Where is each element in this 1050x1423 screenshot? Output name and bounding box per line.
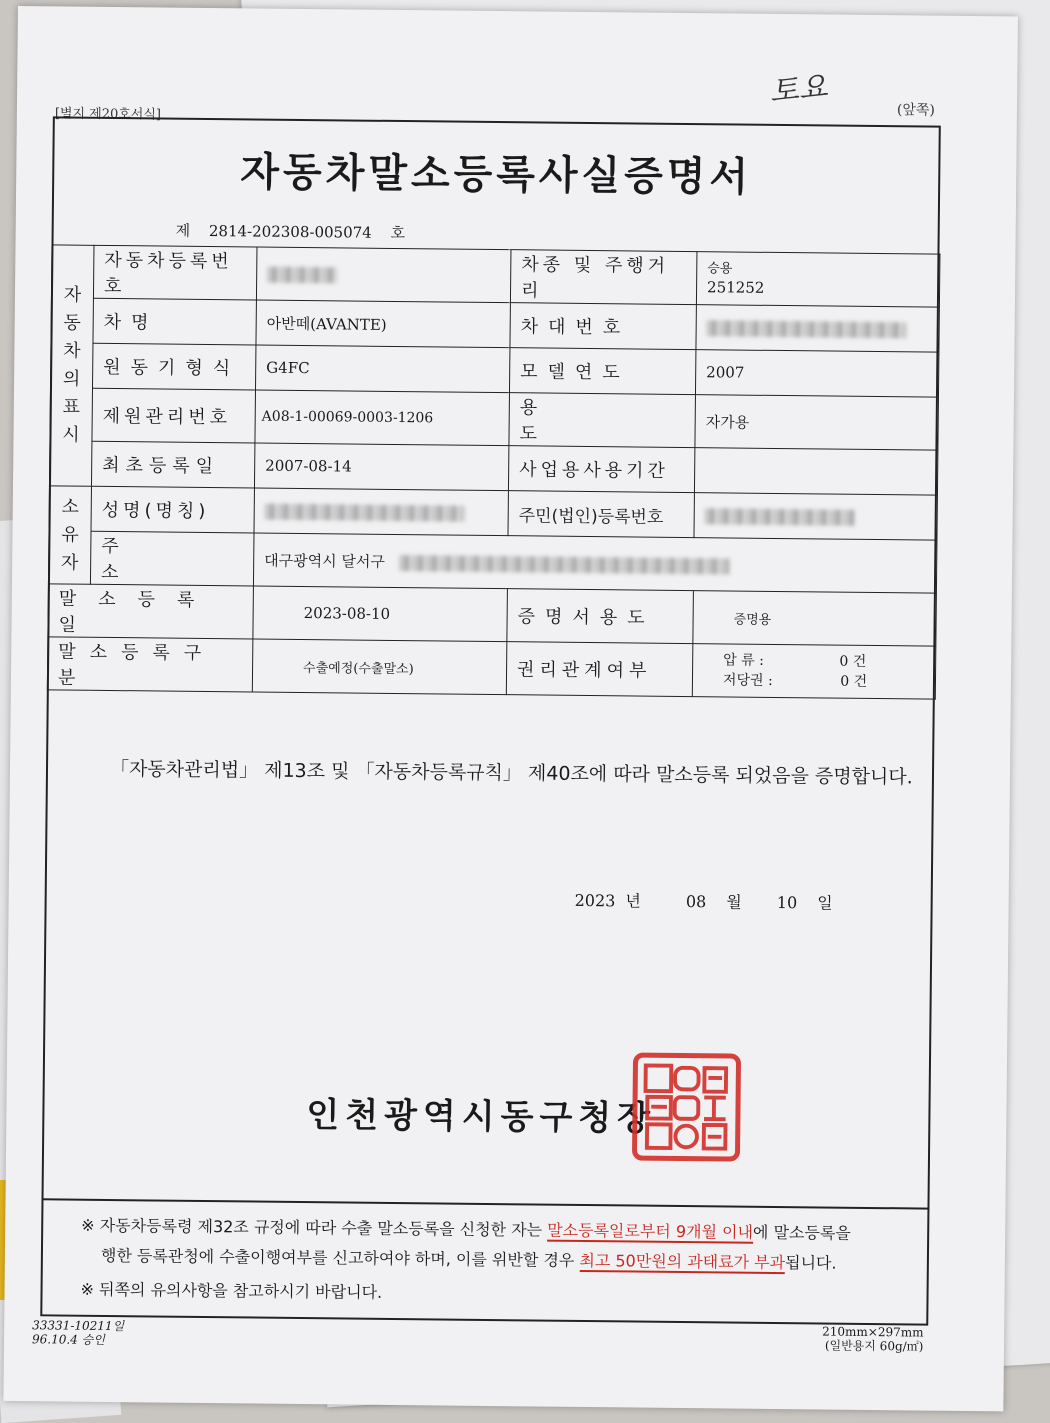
form-number: [별지 제20호서식] [54, 106, 162, 123]
notice-line-3: ※ 뒤쪽의 유의사항을 참고하시기 바랍니다. [80, 1279, 383, 1302]
cert-use-label: 증명서용도 [507, 589, 694, 644]
name-value [254, 488, 508, 536]
date-day-unit: 일 [817, 893, 833, 913]
dereg-date-label: 말소등록일 [48, 584, 254, 639]
count-unit: 건 [852, 653, 867, 670]
cert-use-value: 증명용 [693, 591, 937, 647]
doc-number-suffix: 호 [390, 223, 406, 243]
count-unit: 건 [853, 673, 868, 690]
official-seal [632, 1052, 741, 1161]
redacted-block [707, 320, 907, 338]
vehicle-section-text: 자동차의 표시 [62, 284, 82, 446]
form-code-number: 33331-10211일 [32, 1318, 125, 1334]
table-row [48, 584, 937, 646]
first-reg-value: 2007-08-14 [254, 443, 508, 491]
doc-number-prefix: 제 [175, 221, 191, 240]
page-side: (앞쪽) [896, 102, 936, 119]
table-row [51, 245, 940, 307]
date-day: 10 [776, 892, 798, 913]
issuing-authority: 인천광역시동구청장 [306, 1095, 657, 1139]
dereg-date-value: 2023-08-10 [253, 586, 508, 642]
certification-statement: 「자동차관리법」 제13조 및 「자동차등록규칙」 제40조에 따라 말소등록 되었음을 증명합니다. [109, 758, 913, 789]
owner-section-text: 소유자 [60, 495, 80, 574]
date-month-unit: 월 [726, 892, 742, 912]
vin-value [696, 305, 939, 353]
form-code [32, 1318, 124, 1347]
redacted-block [705, 508, 855, 526]
business-period-value [694, 448, 937, 496]
notice-text: 행한 등록관청에 수출이행여부를 신고하여야 하며, 이를 위반할 경우 [100, 1245, 580, 1270]
rights-value [692, 644, 936, 700]
reg-no-value [256, 247, 511, 303]
model-year-value: 2007 [695, 350, 938, 398]
use-label: 용도 [509, 393, 696, 448]
type-mileage-value [696, 252, 940, 308]
vehicle-section-label [49, 245, 94, 486]
seizure-label: 압 류 : [723, 652, 764, 669]
dereg-type-label: 말소등록구분 [47, 637, 253, 692]
seizure-count: 0 [839, 653, 849, 670]
date-year: 2023 [574, 890, 616, 911]
notice-text: ※ 자동차등록령 제32조 규정에 따라 수출 말소등록을 신청한 자는 [81, 1215, 548, 1240]
certificate-paper [3, 6, 1018, 1411]
table-row [47, 637, 936, 699]
engine-label: 원동기형식 [93, 343, 256, 390]
vehicle-type: 승용 [707, 261, 733, 277]
first-reg-label: 최초등록일 [91, 441, 254, 488]
id-label: 주민(법인)등록번호 [508, 491, 694, 538]
rights-label: 권리관계여부 [506, 642, 693, 697]
car-name-label: 차명 [93, 298, 256, 345]
redacted-block [267, 267, 337, 284]
notice-highlight: 말소등록일로부터 9개월 이내 [547, 1220, 754, 1242]
notice-text: 됩니다. [784, 1253, 837, 1273]
paper-size: 210mm×297mm [822, 1324, 924, 1340]
type-mileage-label: 차종 및 주행거리 [510, 250, 697, 305]
redacted-block [265, 504, 465, 522]
document-title: 자동차말소등록사실증명서 [240, 149, 753, 201]
doc-number-value: 2814-202308-005074 [208, 222, 372, 242]
address-value [253, 533, 937, 593]
paper-type: (일반용지 60g/㎡) [824, 1338, 924, 1354]
notice-text: 에 말소등록을 [752, 1222, 851, 1243]
registration-table [47, 244, 941, 699]
owner-section-label [48, 486, 91, 584]
form-approval: 96.10.4 승인 [31, 1332, 105, 1347]
engine-value: G4FC [255, 345, 509, 393]
mortgage-count: 0 [840, 673, 850, 690]
id-value [694, 493, 937, 541]
document-number [176, 220, 420, 244]
issue-date [565, 888, 843, 914]
model-year-label: 모델연도 [509, 348, 695, 395]
seizure-line [723, 650, 925, 672]
notice-box [40, 1198, 929, 1313]
table-row [50, 388, 939, 450]
mortgage-line [723, 670, 925, 692]
date-month: 08 [685, 892, 707, 912]
mileage: 251252 [706, 278, 765, 297]
name-label: 성명(명칭) [91, 486, 254, 533]
mortgage-label: 저당권 : [722, 672, 773, 689]
handwritten-note: 토요 [768, 69, 830, 110]
spec-no-value: A08-1-00069-0003-1206 [255, 390, 510, 446]
redacted-block [400, 555, 730, 574]
notice-highlight: 최고 50만원의 과태료가 부과 [579, 1250, 786, 1273]
seal-icon [637, 1058, 736, 1157]
dereg-type-value: 수출예정(수출말소) [252, 639, 507, 695]
date-year-unit: 년 [625, 891, 641, 911]
use-value: 자가용 [695, 395, 939, 451]
address-text: 대구광역시 달서구 [264, 551, 386, 571]
spec-no-label: 제원관리번호 [92, 388, 256, 443]
table-row [48, 531, 937, 593]
car-name-value: 아반떼(AVANTE) [256, 300, 510, 348]
address-label: 주소 [90, 531, 254, 586]
reg-no-label: 자동차등록번호 [93, 245, 257, 300]
vin-label: 차대번호 [510, 303, 696, 350]
paper-spec [822, 1324, 924, 1353]
business-period-label: 사업용사용기간 [508, 446, 694, 493]
